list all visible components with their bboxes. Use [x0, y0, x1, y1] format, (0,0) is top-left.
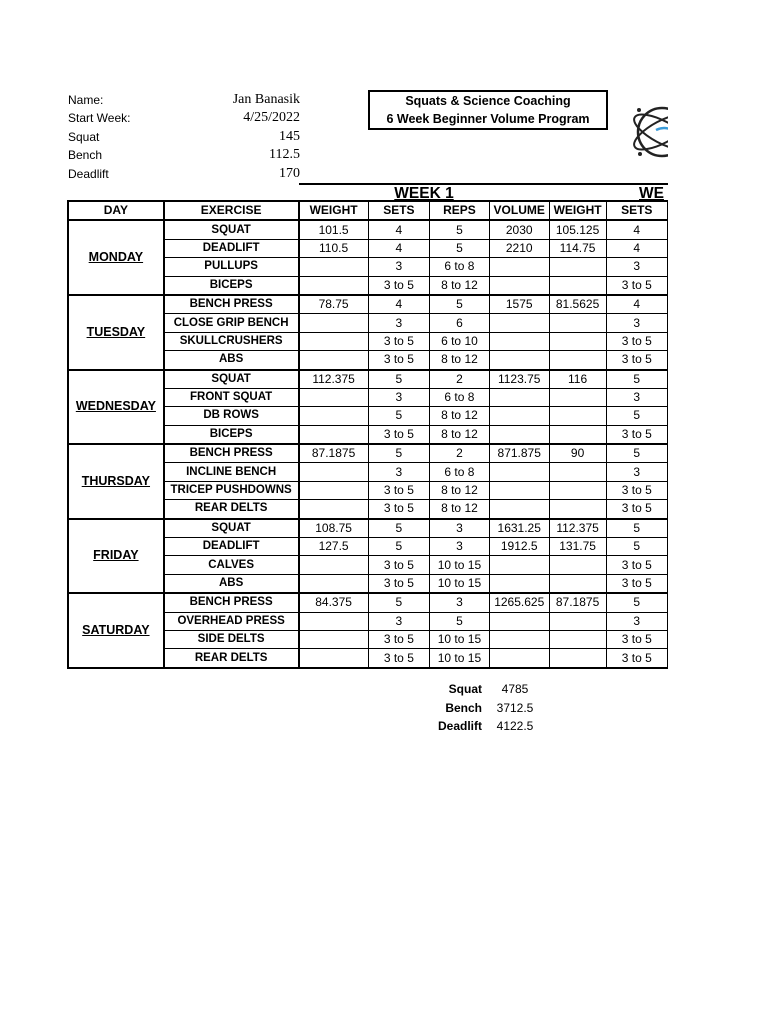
sets-week2-cell: 5 [606, 519, 668, 538]
col-header-sets-week2: SETS [606, 201, 668, 220]
reps-cell: 2 [430, 370, 490, 389]
sets-cell: 3 to 5 [368, 556, 429, 574]
week-2-header: WE [549, 183, 668, 201]
sets-cell: 3 to 5 [368, 276, 429, 295]
info-row-bench [68, 146, 300, 164]
table-row [68, 220, 668, 239]
day-label: WEDNESDAY [68, 370, 164, 445]
program-table [67, 200, 668, 669]
sets-cell: 3 to 5 [368, 332, 429, 350]
sets-cell: 4 [368, 239, 429, 257]
program-title-box [368, 90, 608, 130]
weight-cell: 110.5 [299, 239, 369, 257]
weight-week2-cell [549, 556, 606, 574]
info-value: 112.5 [269, 147, 300, 163]
sets-cell: 5 [368, 519, 429, 538]
sets-week2-cell: 5 [606, 444, 668, 463]
exercise-cell: DB ROWS [164, 407, 299, 425]
volume-cell [489, 649, 549, 668]
exercise-cell: BICEPS [164, 276, 299, 295]
weight-week2-cell [549, 612, 606, 630]
weight-cell: 127.5 [299, 538, 369, 556]
total-value: 4785 [501, 682, 529, 696]
weight-week2-cell [549, 630, 606, 648]
weight-cell: 101.5 [299, 220, 369, 239]
weight-cell [299, 630, 369, 648]
exercise-cell: PULLUPS [164, 258, 299, 276]
reps-cell: 6 to 8 [430, 388, 490, 406]
reps-cell: 8 to 12 [430, 500, 490, 519]
total-row-deadlift [432, 717, 548, 736]
info-row-name [68, 91, 300, 109]
weight-week2-cell [549, 332, 606, 350]
sets-cell: 5 [368, 407, 429, 425]
day-label: MONDAY [68, 220, 164, 295]
exercise-cell: CALVES [164, 556, 299, 574]
weight-week2-cell [549, 500, 606, 519]
weight-week2-cell [549, 463, 606, 481]
sets-cell: 3 [368, 463, 429, 481]
weight-week2-cell: 116 [549, 370, 606, 389]
sets-week2-cell: 4 [606, 239, 668, 257]
volume-cell: 1912.5 [489, 538, 549, 556]
reps-cell: 10 to 15 [430, 574, 490, 593]
volume-cell [489, 425, 549, 444]
weight-week2-cell: 81.5625 [549, 295, 606, 314]
info-value: Jan Banasik [232, 92, 300, 107]
reps-cell: 5 [430, 295, 490, 314]
info-label: Squat [68, 129, 100, 144]
volume-cell [489, 258, 549, 276]
sets-week2-cell: 3 [606, 258, 668, 276]
exercise-cell: SKULLCRUSHERS [164, 332, 299, 350]
reps-cell: 8 to 12 [430, 276, 490, 295]
reps-cell: 6 [430, 314, 490, 332]
volume-cell: 2210 [489, 239, 549, 257]
weight-week2-cell: 87.1875 [549, 593, 606, 612]
volume-cell: 1631.25 [489, 519, 549, 538]
volume-cell [489, 276, 549, 295]
sets-cell: 3 to 5 [368, 630, 429, 648]
weight-cell [299, 258, 369, 276]
sets-week2-cell: 5 [606, 370, 668, 389]
sets-week2-cell: 3 [606, 314, 668, 332]
sets-week2-cell: 3 to 5 [606, 574, 668, 593]
weight-week2-cell [549, 481, 606, 499]
weight-cell [299, 481, 369, 499]
exercise-cell: SQUAT [164, 220, 299, 239]
sets-week2-cell: 3 to 5 [606, 425, 668, 444]
reps-cell: 6 to 8 [430, 463, 490, 481]
weight-cell [299, 574, 369, 593]
sets-cell: 3 to 5 [368, 574, 429, 593]
day-label: THURSDAY [68, 444, 164, 519]
reps-cell: 3 [430, 593, 490, 612]
exercise-cell: BENCH PRESS [164, 444, 299, 463]
total-row-bench [432, 699, 548, 718]
sets-week2-cell: 4 [606, 295, 668, 314]
exercise-cell: REAR DELTS [164, 649, 299, 668]
sets-week2-cell: 5 [606, 593, 668, 612]
sets-week2-cell: 3 to 5 [606, 556, 668, 574]
table-row [68, 519, 668, 538]
volume-cell: 1265.625 [489, 593, 549, 612]
exercise-cell: OVERHEAD PRESS [164, 612, 299, 630]
volume-cell [489, 388, 549, 406]
exercise-cell: SIDE DELTS [164, 630, 299, 648]
sets-cell: 5 [368, 370, 429, 389]
sets-week2-cell: 3 to 5 [606, 276, 668, 295]
reps-cell: 10 to 15 [430, 630, 490, 648]
weight-cell: 87.1875 [299, 444, 369, 463]
table-row [68, 444, 668, 463]
exercise-cell: DEADLIFT [164, 239, 299, 257]
volume-cell [489, 463, 549, 481]
reps-cell: 8 to 12 [430, 407, 490, 425]
weight-cell [299, 500, 369, 519]
reps-cell: 5 [430, 220, 490, 239]
info-value: 4/25/2022 [243, 110, 300, 126]
weight-cell [299, 314, 369, 332]
program-title-line1: Squats & Science Coaching [405, 94, 571, 108]
week-1-header: WEEK 1 [299, 183, 549, 203]
reps-cell: 8 to 12 [430, 481, 490, 499]
total-label: Squat [448, 682, 482, 696]
sets-week2-cell: 3 to 5 [606, 630, 668, 648]
sets-cell: 4 [368, 220, 429, 239]
info-row-squat [68, 128, 300, 146]
sets-cell: 3 to 5 [368, 500, 429, 519]
weight-cell [299, 388, 369, 406]
col-header-day: DAY [68, 201, 164, 220]
sets-cell: 3 to 5 [368, 649, 429, 668]
exercise-cell: TRICEP PUSHDOWNS [164, 481, 299, 499]
weight-week2-cell [549, 258, 606, 276]
weight-week2-cell [549, 314, 606, 332]
info-row-start-week [68, 109, 300, 127]
program-title-line2: 6 Week Beginner Volume Program [386, 112, 590, 126]
reps-cell: 6 to 8 [430, 258, 490, 276]
weight-cell [299, 276, 369, 295]
sets-week2-cell: 3 to 5 [606, 481, 668, 499]
volume-cell [489, 481, 549, 499]
col-header-sets: SETS [368, 201, 429, 220]
sets-cell: 3 to 5 [368, 425, 429, 444]
exercise-cell: CLOSE GRIP BENCH [164, 314, 299, 332]
day-label: TUESDAY [68, 295, 164, 370]
weight-week2-cell [549, 425, 606, 444]
exercise-cell: ABS [164, 574, 299, 593]
weight-week2-cell [549, 351, 606, 370]
col-header-exercise: EXERCISE [164, 201, 299, 220]
total-label: Deadlift [437, 719, 482, 733]
table-row [68, 370, 668, 389]
weight-cell [299, 556, 369, 574]
info-value: 145 [279, 128, 300, 144]
day-label: FRIDAY [68, 519, 164, 594]
sets-week2-cell: 3 [606, 463, 668, 481]
weight-week2-cell: 105.125 [549, 220, 606, 239]
info-label: Start Week: [68, 111, 131, 126]
exercise-cell: BICEPS [164, 425, 299, 444]
reps-cell: 6 to 10 [430, 332, 490, 350]
exercise-cell: BENCH PRESS [164, 295, 299, 314]
volume-totals [432, 680, 548, 736]
weight-cell [299, 425, 369, 444]
reps-cell: 2 [430, 444, 490, 463]
sets-week2-cell: 5 [606, 538, 668, 556]
col-header-reps: REPS [430, 201, 490, 220]
volume-cell [489, 351, 549, 370]
volume-cell [489, 574, 549, 593]
col-header-weight: WEIGHT [299, 201, 369, 220]
weight-cell [299, 463, 369, 481]
weight-cell: 78.75 [299, 295, 369, 314]
volume-cell: 2030 [489, 220, 549, 239]
weight-cell [299, 332, 369, 350]
volume-cell [489, 407, 549, 425]
weight-cell [299, 612, 369, 630]
table-row [68, 295, 668, 314]
sets-cell: 5 [368, 444, 429, 463]
sets-week2-cell: 4 [606, 220, 668, 239]
exercise-cell: REAR DELTS [164, 500, 299, 519]
info-value: 170 [279, 165, 300, 181]
reps-cell: 10 to 15 [430, 649, 490, 668]
weight-cell [299, 351, 369, 370]
athlete-info [68, 91, 300, 183]
info-label: Bench [68, 148, 103, 163]
volume-cell [489, 630, 549, 648]
sets-cell: 5 [368, 538, 429, 556]
barbell-globe-logo-icon [626, 96, 668, 166]
table-row [68, 593, 668, 612]
table-header-row [68, 201, 668, 220]
weight-week2-cell: 114.75 [549, 239, 606, 257]
weight-week2-cell [549, 649, 606, 668]
sets-cell: 3 [368, 258, 429, 276]
program-table-wrapper [67, 200, 668, 670]
weight-week2-cell: 112.375 [549, 519, 606, 538]
volume-cell: 871.875 [489, 444, 549, 463]
sets-cell: 4 [368, 295, 429, 314]
weight-cell: 112.375 [299, 370, 369, 389]
info-label: Name: [68, 93, 104, 107]
weight-week2-cell [549, 574, 606, 593]
weight-cell: 84.375 [299, 593, 369, 612]
sets-cell: 3 to 5 [368, 481, 429, 499]
sets-week2-cell: 3 to 5 [606, 649, 668, 668]
weight-week2-cell: 131.75 [549, 538, 606, 556]
info-row-deadlift [68, 165, 300, 183]
weight-cell: 108.75 [299, 519, 369, 538]
reps-cell: 8 to 12 [430, 351, 490, 370]
weight-week2-cell [549, 276, 606, 295]
reps-cell: 8 to 12 [430, 425, 490, 444]
sets-week2-cell: 3 to 5 [606, 500, 668, 519]
reps-cell: 3 [430, 538, 490, 556]
reps-cell: 5 [430, 612, 490, 630]
info-label: Deadlift [68, 166, 109, 181]
total-label: Bench [445, 700, 482, 715]
col-header-volume: VOLUME [489, 201, 549, 220]
exercise-cell: INCLINE BENCH [164, 463, 299, 481]
total-value: 4122.5 [496, 719, 534, 733]
sets-week2-cell: 5 [606, 407, 668, 425]
volume-cell [489, 612, 549, 630]
weight-cell [299, 407, 369, 425]
sets-week2-cell: 3 [606, 388, 668, 406]
exercise-cell: FRONT SQUAT [164, 388, 299, 406]
sets-week2-cell: 3 to 5 [606, 351, 668, 370]
volume-cell [489, 500, 549, 519]
sets-week2-cell: 3 to 5 [606, 332, 668, 350]
total-row-squat [432, 680, 548, 699]
volume-cell: 1123.75 [489, 370, 549, 389]
exercise-cell: SQUAT [164, 370, 299, 389]
reps-cell: 3 [430, 519, 490, 538]
reps-cell: 5 [430, 239, 490, 257]
exercise-cell: SQUAT [164, 519, 299, 538]
sets-cell: 3 [368, 612, 429, 630]
sets-cell: 3 [368, 388, 429, 406]
volume-cell [489, 332, 549, 350]
total-value: 3712.5 [496, 700, 534, 715]
day-label: SATURDAY [68, 593, 164, 668]
weight-week2-cell [549, 407, 606, 425]
volume-cell [489, 314, 549, 332]
exercise-cell: ABS [164, 351, 299, 370]
weight-week2-cell [549, 388, 606, 406]
volume-cell: 1575 [489, 295, 549, 314]
exercise-cell: DEADLIFT [164, 538, 299, 556]
sets-cell: 3 to 5 [368, 351, 429, 370]
weight-week2-cell: 90 [549, 444, 606, 463]
sets-cell: 5 [368, 593, 429, 612]
sets-week2-cell: 3 [606, 612, 668, 630]
volume-cell [489, 556, 549, 574]
exercise-cell: BENCH PRESS [164, 593, 299, 612]
reps-cell: 10 to 15 [430, 556, 490, 574]
col-header-weight-week2: WEIGHT [549, 201, 606, 220]
sets-cell: 3 [368, 314, 429, 332]
weight-cell [299, 649, 369, 668]
